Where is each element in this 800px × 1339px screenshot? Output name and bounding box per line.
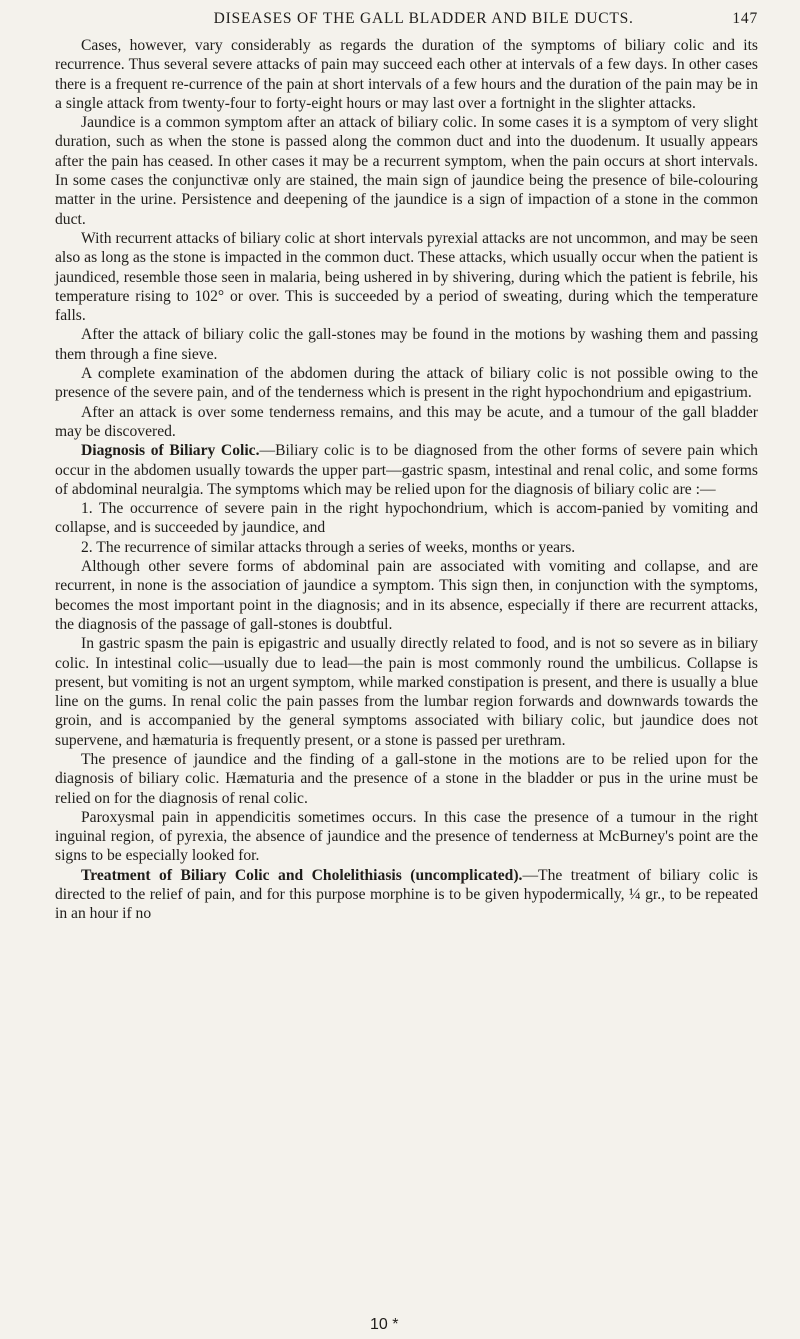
paragraph: Cases, however, vary considerably as regards the duration of the symptoms of biliary colic and its recurrence. Thus several severe attacks of pain may succeed each other at intervals of a few days. In other cases there is a frequent re-currence of the pain at short intervals of a few hours and the duration of the pain may be in a single attack from twenty-four to forty-eight hours or may last over a fortnight in the slighter attacks. [55, 37, 758, 112]
paragraph: Paroxysmal pain in appendicitis sometimes occurs. In this case the presence of a tumour in the right inguinal region, of pyrexia, the absence of jaundice and the presence of tenderness at McBurney's point are the signs to be especially looked for. [55, 808, 758, 865]
running-head [55, 2, 758, 36]
treatment-text: —The treatment of biliary colic is directed to the relief of pain, and for this purpose morphine is to be given hypodermically, ¼ gr., to be repeated in an hour if no [55, 866, 758, 923]
diagnosis-paragraph [55, 441, 758, 499]
diagnosis-text: —Biliary colic is to be diagnosed from the other forms of severe pain which occur in the abdomen usually towards the upper part—gastric spasm, intestinal and renal colic, and some forms of abdominal neuralgia. The symptoms which may be relied upon for the diagnosis of biliary colic are :— [55, 442, 758, 498]
signature-mark: 10 * [370, 1316, 399, 1333]
paragraph: Although other severe forms of abdominal pain are associated with vomiting and collapse, and are recurrent, in none is the association of jaundice a symptom. This sign then, in conjunction with the symptoms, becomes the most important point in the diagnosis; and in its absence, especially if there are recurrent attacks, the diagnosis of the passage of gall-stones is doubtful. [55, 558, 758, 633]
paragraph: A complete examination of the abdomen during the attack of biliary colic is not possible owing to the presence of the severe pain, and of the tenderness which is present in the right hypochondrium and epigastrium. [55, 365, 758, 402]
diagnosis-item: 1. The occurrence of severe pain in the right hypochondrium, which is accom-panied by vomiting and collapse, and is succeeded by jaundice, and [55, 500, 758, 537]
paragraph: With recurrent attacks of biliary colic at short intervals pyrexial attacks are not uncommon, and may be seen also as long as the stone is impacted in the common duct. These attacks, which usually occur when the patient is jaundiced, resemble those seen in malaria, being ushered in by shivering, during which the patient is febrile, his temperature rising to 102° or over. This is succeeded by a period of sweating, during which the temperature falls. [55, 229, 758, 325]
paragraph: After an attack is over some tenderness remains, and this may be acute, and a tumour of the gall bladder may be discovered. [55, 403, 758, 440]
treatment-paragraph [55, 866, 758, 924]
body-text [55, 36, 758, 924]
page-number: 147 [732, 10, 758, 27]
paragraph: After the attack of biliary colic the gall-stones may be found in the motions by washing them and passing them through a fine sieve. [55, 326, 758, 363]
section-heading-diagnosis: Diagnosis of Biliary Colic. [81, 442, 260, 460]
diagnosis-item: 2. The recurrence of similar attacks through a series of weeks, months or years. [81, 538, 576, 556]
paragraph: The presence of jaundice and the finding of a gall-stone in the motions are to be relied upon for the diagnosis of biliary colic. Hæmaturia and the presence of a stone in the bladder or pus in the urine must be relied on for the diagnosis of renal colic. [55, 750, 758, 807]
running-title: DISEASES OF THE GALL BLADDER AND BILE DUCTS. [213, 10, 634, 27]
paragraph: In gastric spasm the pain is epigastric and usually directly related to food, and is not so severe as in biliary colic. In intestinal colic—usually due to lead—the pain is most commonly round the umbilicus. Collapse is present, but vomiting is not an urgent symptom, while marked constipation is present, and there is usually a blue line on the gums. In renal colic the pain passes from the lumbar region forwards and downwards towards the groin, and is accompanied by the general symptoms associated with biliary colic, but jaundice does not supervene, and hæmaturia is frequently present, or a stone is passed per urethram. [55, 635, 758, 749]
paragraph: Jaundice is a common symptom after an attack of biliary colic. In some cases it is a symptom of very slight duration, such as when the stone is passed along the common duct and into the duodenum. It usually appears after the pain has ceased. In other cases it may be a recurrent symptom, when the pain occurs at short intervals. In some cases the conjunctivæ only are stained, the main sign of jaundice being the presence of bile-colouring matter in the urine. Persistence and deepening of the jaundice is a sign of impaction of a stone in the common duct. [55, 114, 758, 228]
section-heading-treatment: Treatment of Biliary Colic and Cholelithiasis (uncomplicated). [81, 866, 523, 884]
